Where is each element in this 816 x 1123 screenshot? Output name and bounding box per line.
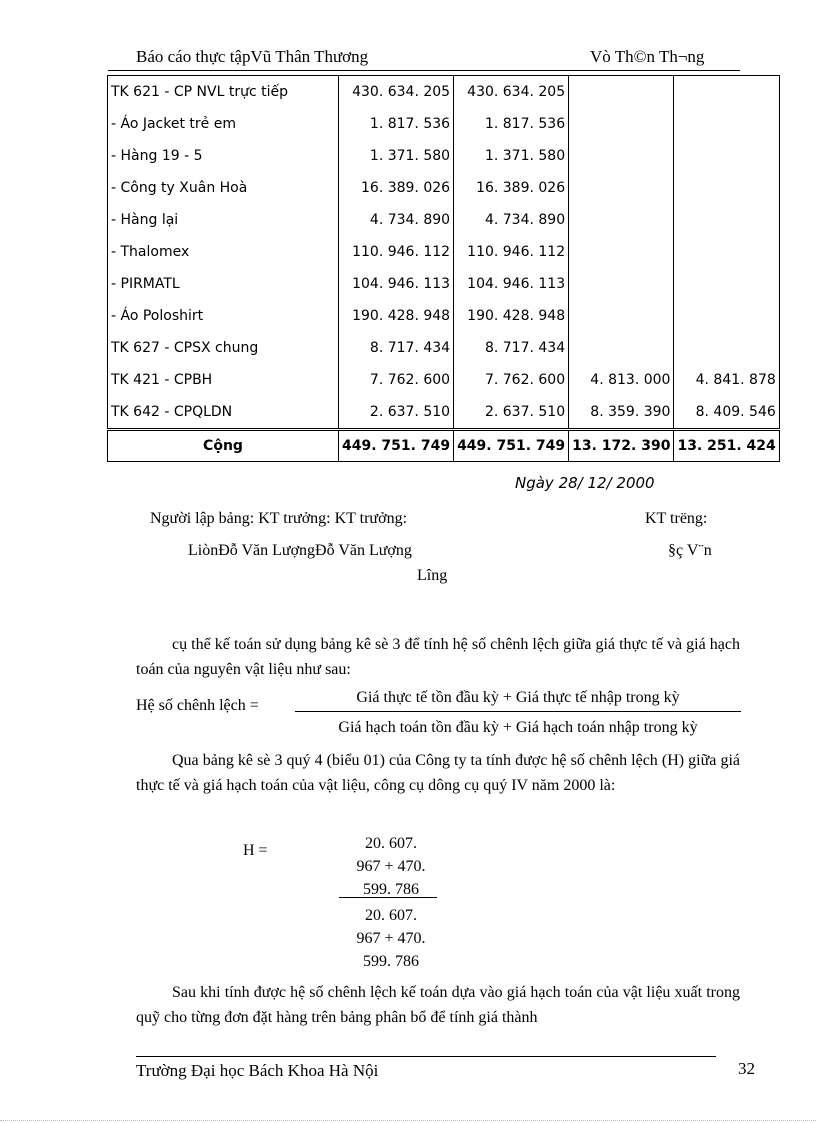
table-row	[108, 300, 780, 332]
header-left-text: Báo cáo thực tậpVũ Thân Thương	[136, 47, 369, 66]
h-denominator-line: 967 + 470.	[356, 930, 426, 947]
table-cell-amount	[569, 300, 674, 332]
signature-line-3: Lîng	[417, 567, 448, 584]
table-cell-amount	[674, 108, 779, 140]
formula-label: Hệ số chênh lệch =	[136, 697, 259, 714]
table-row	[108, 204, 780, 236]
footer-school: Trường Đại học Bách Khoa Hà Nội	[136, 1061, 379, 1080]
table-cell-amount: 190. 428. 948	[339, 300, 454, 332]
table-cell-amount: 1. 371. 580	[454, 140, 569, 172]
table-cell-amount: 430. 634. 205	[339, 76, 454, 109]
table-cell-amount: 8. 717. 434	[454, 332, 569, 364]
table-cell-amount	[674, 236, 779, 268]
table-cell-account: Cộng	[108, 430, 339, 462]
table-cell-amount: 13. 251. 424	[674, 430, 779, 462]
paragraph-conclusion: Sau khi tính được hệ số chênh lệch kế toán dựa vào giá hạch toán của vật liệu xuất trong quỹ cho từng đơn đặt hàng trên bảng phân bổ để tính giá thành	[136, 984, 740, 1026]
table-cell-account: TK 642 - CPQLDN	[108, 396, 339, 430]
table-cell-account: - Công ty Xuân Hoà	[108, 172, 339, 204]
table-cell-amount: 7. 762. 600	[454, 364, 569, 396]
table-cell-amount	[674, 140, 779, 172]
table-cell-amount	[569, 332, 674, 364]
table-cell-amount	[569, 204, 674, 236]
table-cell-amount: 449. 751. 749	[339, 430, 454, 462]
table-cell-amount	[674, 204, 779, 236]
footer-divider	[136, 1056, 716, 1057]
table-cell-amount: 4. 734. 890	[454, 204, 569, 236]
table-row	[108, 332, 780, 364]
table-cell-account: - Hàng 19 - 5	[108, 140, 339, 172]
table-row	[108, 172, 780, 204]
table-cell-amount	[569, 236, 674, 268]
table-cell-amount: 16. 389. 026	[339, 172, 454, 204]
table-cell-account: - Áo Poloshirt	[108, 300, 339, 332]
table-cell-amount: 104. 946. 113	[339, 268, 454, 300]
table-cell-amount: 4. 734. 890	[339, 204, 454, 236]
table-cell-account: - PIRMATL	[108, 268, 339, 300]
table-cell-amount: 2. 637. 510	[339, 396, 454, 430]
table-cell-amount: 449. 751. 749	[454, 430, 569, 462]
table-cell-account: - Áo Jacket trẻ em	[108, 108, 339, 140]
h-numerator	[326, 832, 456, 901]
table-cell-amount: 16. 389. 026	[454, 172, 569, 204]
table-cell-amount	[569, 108, 674, 140]
table-cell-amount: 8. 359. 390	[569, 396, 674, 430]
table-cell-amount: 1. 817. 536	[454, 108, 569, 140]
table-cell-amount: 110. 946. 112	[339, 236, 454, 268]
formula-denominator: Giá hạch toán tồn đầu kỳ + Giá hạch toán nhập trong kỳ	[338, 719, 698, 736]
table-cell-amount: 190. 428. 948	[454, 300, 569, 332]
table-row	[108, 108, 780, 140]
table-cell-amount	[674, 76, 779, 109]
table-cell-account: TK 627 - CPSX chung	[108, 332, 339, 364]
table-cell-account: - Thalomex	[108, 236, 339, 268]
table-cell-amount	[674, 332, 779, 364]
signature-line-1-left: Người lập bảng: KT trưởng: KT trưởng:	[150, 510, 408, 527]
h-numerator-line: 599. 786	[363, 881, 419, 898]
formula-numerator: Giá thực tế tồn đầu kỳ + Giá thực tế nhập trong kỳ	[356, 689, 680, 706]
table-cell-amount	[674, 300, 779, 332]
header-divider	[108, 70, 740, 71]
table-cell-amount	[569, 140, 674, 172]
table-cell-amount: 104. 946. 113	[454, 268, 569, 300]
table-row	[108, 76, 780, 109]
table-cell-amount: 4. 813. 000	[569, 364, 674, 396]
table-cell-amount: 1. 371. 580	[339, 140, 454, 172]
table-cell-amount: 430. 634. 205	[454, 76, 569, 109]
table-cell-amount: 2. 637. 510	[454, 396, 569, 430]
table-cell-amount	[674, 268, 779, 300]
formula-fraction-bar	[295, 711, 741, 712]
h-label: H =	[243, 842, 268, 859]
table-row	[108, 268, 780, 300]
h-numerator-line: 967 + 470.	[356, 858, 426, 875]
cost-table	[107, 75, 780, 462]
table-row	[108, 140, 780, 172]
h-fraction-bar	[339, 897, 437, 898]
table-cell-account: TK 621 - CP NVL trực tiếp	[108, 76, 339, 109]
h-numerator-line: 20. 607.	[365, 835, 417, 852]
table-cell-amount: 7. 762. 600	[339, 364, 454, 396]
table-cell-amount: 110. 946. 112	[454, 236, 569, 268]
table-cell-amount: 8. 717. 434	[339, 332, 454, 364]
signature-line-2-right: §ç V¨n	[668, 542, 712, 559]
table-cell-amount: 1. 817. 536	[339, 108, 454, 140]
table-total-row	[108, 430, 780, 462]
report-date: Ngày 28/ 12/ 2000	[515, 474, 655, 492]
h-denominator-line: 20. 607.	[365, 907, 417, 924]
table-cell-amount	[674, 172, 779, 204]
header-right-text: Vò Th©n Th¬ng	[590, 47, 705, 66]
paragraph-calculation: Qua bảng kê sè 3 quý 4 (biểu 01) của Công ty ta tính được hệ số chênh lệch (H) giữa giá thực tế và giá hạch toán của vật liệu, công cụ dông cụ quý IV năm 2000 là:	[136, 752, 740, 794]
table-cell-amount: 13. 172. 390	[569, 430, 674, 462]
table-cell-account: - Hàng lại	[108, 204, 339, 236]
table-cell-amount	[569, 268, 674, 300]
table-cell-account: TK 421 - CPBH	[108, 364, 339, 396]
table-cell-amount	[569, 76, 674, 109]
h-denominator-line: 599. 786	[363, 953, 419, 970]
table-cell-amount: 8. 409. 546	[674, 396, 779, 430]
paragraph-intro: cụ thể kế toán sử dụng bảng kê sè 3 để tính hệ số chênh lệch giữa giá thực tế và giá hạch toán của nguyên vật liệu như sau:	[136, 636, 740, 678]
table-row	[108, 396, 780, 430]
table-cell-amount: 4. 841. 878	[674, 364, 779, 396]
signature-line-1-right: KT trëng:	[645, 510, 708, 527]
page-bottom-edge	[0, 1120, 816, 1121]
table-row	[108, 364, 780, 396]
table-cell-amount	[569, 172, 674, 204]
signature-line-2-left: LiònĐỗ Văn LượngĐỗ Văn Lượng	[188, 542, 412, 559]
table-row	[108, 236, 780, 268]
page-number: 32	[738, 1059, 755, 1078]
h-denominator	[326, 904, 456, 973]
